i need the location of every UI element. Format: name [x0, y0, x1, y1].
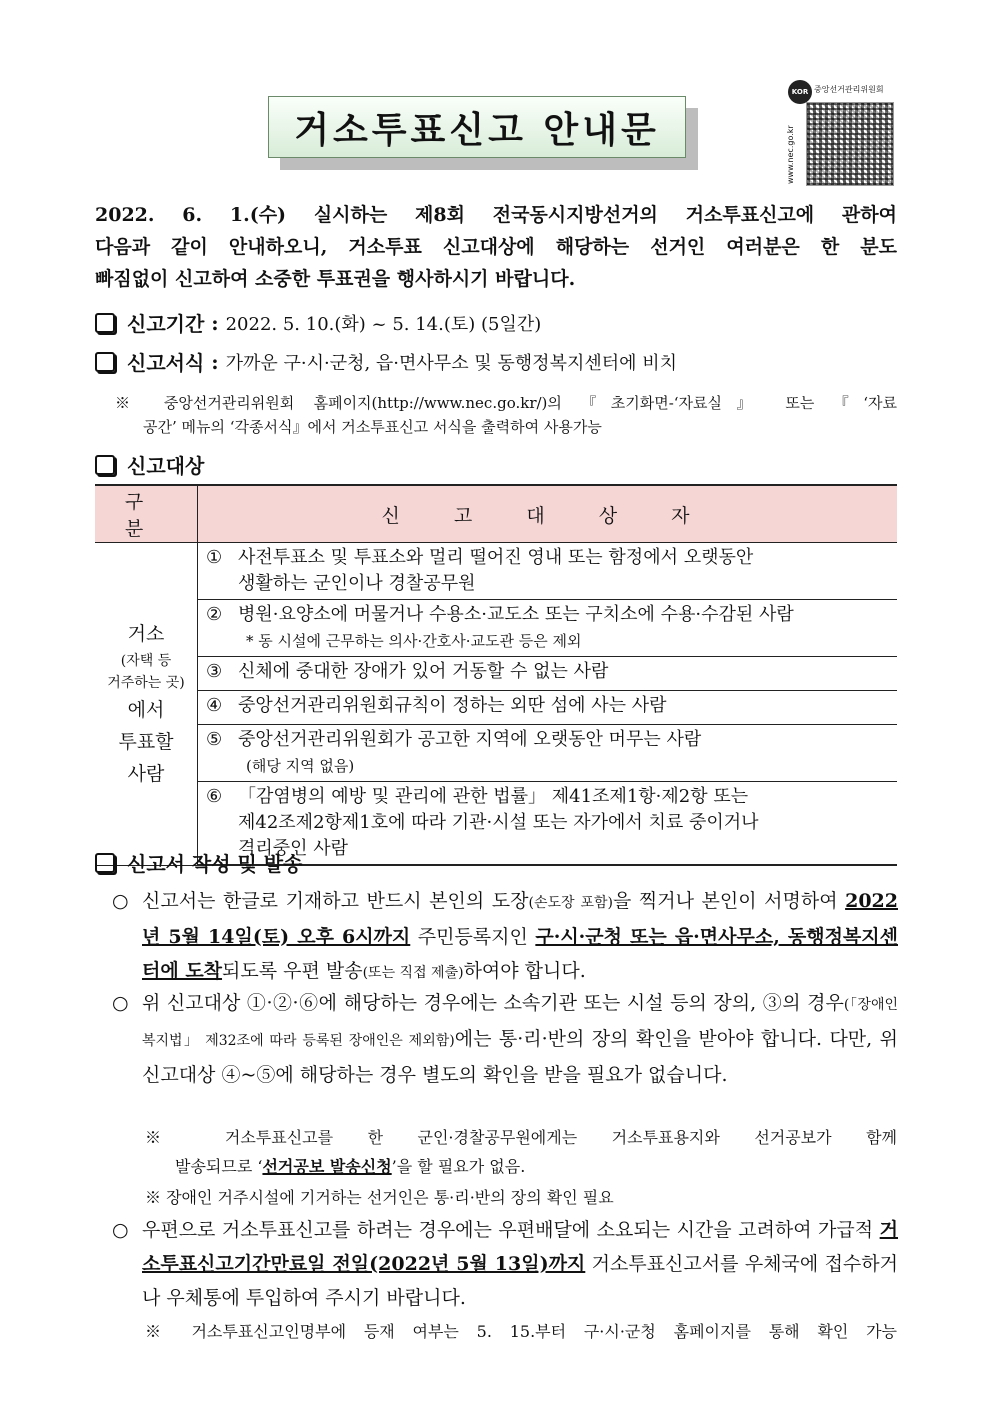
- table-row: [198, 725, 898, 782]
- category-text: 에서: [127, 698, 165, 721]
- b1-text: 되도록 우편 발송: [222, 960, 363, 982]
- row-text: 중앙선거관리위원회가 공고한 지역에 오랫동안 머무는 사람: [238, 729, 702, 750]
- b1-text: 주민등록지인: [410, 926, 536, 948]
- checkbox-icon: [95, 313, 115, 333]
- table-row: [198, 543, 898, 600]
- bullet-1: [112, 884, 898, 990]
- row-text: 병원·요양소에 머물거나 수용소·교도소 또는 구치소에 수용·수감된 사람: [238, 604, 794, 625]
- category-text: 거소: [127, 622, 165, 645]
- b1-small: (또는 직접 제출): [362, 965, 464, 981]
- b3-text: 우편으로 거소투표신고를 하려는 경우에는 우편배달에 소요되는 시간을 고려하여 가급적: [142, 1219, 880, 1241]
- r1-text: 발송되므로 ‘: [175, 1157, 263, 1176]
- form-heading: 신고서식 : 가까운 구·시·군청, 읍·면사무소 및 동행정복지센터에 비치: [95, 347, 677, 376]
- category-text: 거주하는 곳): [107, 674, 185, 691]
- target-table: [95, 484, 897, 866]
- form-note-2: 공간’ 메뉴의 ‘각종서식』에서 거소투표신고 서식을 출력하여 사용가능: [143, 418, 602, 436]
- period-heading: 신고기간 : 2022. 5. 10.(화) ~ 5. 14.(토) (5일간): [95, 308, 541, 337]
- qr-org-name: 중앙선거관리위원회: [814, 85, 884, 94]
- row-num: ⑤: [206, 729, 223, 750]
- row-text: 신체에 중대한 장애가 있어 거동할 수 없는 사람: [238, 661, 609, 682]
- form-value: 가까운 구·시·군청, 읍·면사무소 및 동행정복지센터에 비치: [225, 352, 678, 374]
- form-label: 신고서식: [127, 351, 205, 375]
- r1-emphasis: 선거공보 발송신청: [262, 1157, 392, 1176]
- checkbox-icon: [95, 352, 115, 372]
- early-deadline-emphasis: 거소투표신고기간만료일 전일(2022년 5월 13일)까지: [142, 1219, 898, 1275]
- send-label: 신고서 작성 및 발송: [127, 852, 303, 876]
- destination-emphasis: 구·시·군청 또는 읍·면사무소, 동행정복지센터에 도착: [142, 926, 898, 982]
- intro-line-1: 2022. 6. 1.(수) 실시하는 제8회 전국동시지방선거의 거소투표신고에 관하여: [95, 204, 897, 226]
- b1-text: 하여야 합니다.: [463, 960, 586, 982]
- row-text: 제42조제2항제1호에 따라 기관·시설 또는 자가에서 치료 중이거나: [238, 812, 759, 833]
- table-row: [198, 657, 898, 691]
- row-subnote: * 동 시설에 근무하는 의사·간호사·교도관 등은 제외: [246, 632, 582, 650]
- category-text: 투표할: [118, 730, 174, 753]
- period-value: 2022. 5. 10.(화) ~ 5. 14.(토) (5일간): [225, 313, 542, 335]
- row-text: 생활하는 군인이나 경찰공무원: [238, 573, 476, 594]
- send-heading: [95, 848, 302, 877]
- table-header-target: 신 고 대 상 자: [198, 485, 898, 543]
- nec-logo-icon: KOR: [788, 80, 812, 104]
- b1-text: 신고서는 한글로 기재하고 반드시 본인의 도장: [142, 890, 529, 912]
- bullet-2: [112, 986, 898, 1092]
- table-row: [198, 691, 898, 725]
- row-num: ④: [206, 695, 223, 716]
- circle-bullet-icon: ○: [112, 992, 129, 1014]
- b2-text: 위 신고대상 ①·②·⑥에 해당하는 경우에는 소속기관 또는 시설 등의 장의, ③의 경우: [142, 992, 844, 1014]
- remark-1b: [175, 1153, 525, 1181]
- row-num: ①: [206, 547, 223, 568]
- deadline-emphasis: 2022년 5월 14일(토) 오후 6시까지: [142, 890, 898, 948]
- page-title: 거소투표신고 안내문: [294, 109, 660, 151]
- bullet-3: [112, 1213, 898, 1315]
- category-cell: [95, 543, 198, 866]
- intro-line-2: 다음과 같이 안내하오니, 거소투표 신고대상에 해당하는 선거인 여러분은 한 분도: [95, 236, 897, 258]
- table-row: [198, 600, 898, 657]
- b1-text: 을 찍거나 본인이 서명하여: [613, 890, 846, 912]
- row-text: 「감염병의 예방 및 관리에 관한 법률」 제41조제1항·제2항 또는: [238, 786, 749, 807]
- row-text: 사전투표소 및 투표소와 멀리 떨어진 영내 또는 함정에서 오랫동안: [238, 547, 754, 568]
- form-note-1: ※ 중앙선거관리위원회 홈페이지(http://www.nec.go.kr/)의 『초기화면-‘자료실』 또는 『‘자료: [115, 394, 897, 412]
- title-box: [268, 96, 686, 158]
- remark-3: ※ 거소투표신고인명부에 등재 여부는 5. 15.부터 구·시·군청 홈페이지를 통해 확인 가능: [145, 1322, 897, 1341]
- remark-1: ※ 거소투표신고를 한 군인·경찰공무원에게는 거소투표용지와 선거공보가 함께: [145, 1128, 897, 1147]
- category-text: (자택 등: [120, 652, 172, 669]
- circle-bullet-icon: ○: [112, 1219, 129, 1241]
- row-num: ②: [206, 604, 223, 625]
- row-subnote: (해당 지역 없음): [246, 757, 355, 775]
- b3-text: 거소투표신고서를 우체국에 접수하거나 우체통에 투입하여 주시기 바랍니다.: [142, 1253, 898, 1309]
- b2-small: (「장애인복지법」 제32조에 따라 등록된 장애인은 제외함): [142, 997, 898, 1049]
- row-text: 격리중인 사람: [238, 838, 349, 859]
- checkbox-icon: [95, 455, 115, 475]
- target-heading: [95, 450, 204, 479]
- remark-2: ※ 장애인 거주시설에 기거하는 선거인은 통·리·반의 장의 확인 필요: [145, 1188, 614, 1207]
- intro-line-3: 빠짐없이 신고하여 소중한 투표권을 행사하시기 바랍니다.: [95, 268, 576, 290]
- target-label: 신고대상: [127, 454, 205, 478]
- circle-bullet-icon: ○: [112, 890, 129, 912]
- category-text: 사람: [127, 762, 165, 785]
- b1-small: (손도장 포함): [528, 895, 613, 911]
- qr-block: [786, 80, 896, 184]
- checkbox-icon: [95, 853, 115, 873]
- table-header-category: 구 분: [95, 485, 198, 543]
- row-num: ⑥: [206, 786, 223, 807]
- period-label: 신고기간: [127, 312, 205, 336]
- r1-text: ’을 할 필요가 없음.: [391, 1157, 526, 1176]
- row-num: ③: [206, 661, 223, 682]
- b2-text: 에는 통·리·반의 장의 확인을 받아야 합니다. 다만, 위 신고대상 ④~⑤에 해당하는 경우 별도의 확인을 받을 필요가 없습니다.: [142, 1028, 898, 1086]
- qr-side-url: www.nec.go.kr: [786, 125, 795, 184]
- qr-code-icon[interactable]: [806, 102, 894, 186]
- row-text: 중앙선거관리위원회규칙이 정하는 외딴 섬에 사는 사람: [238, 695, 667, 716]
